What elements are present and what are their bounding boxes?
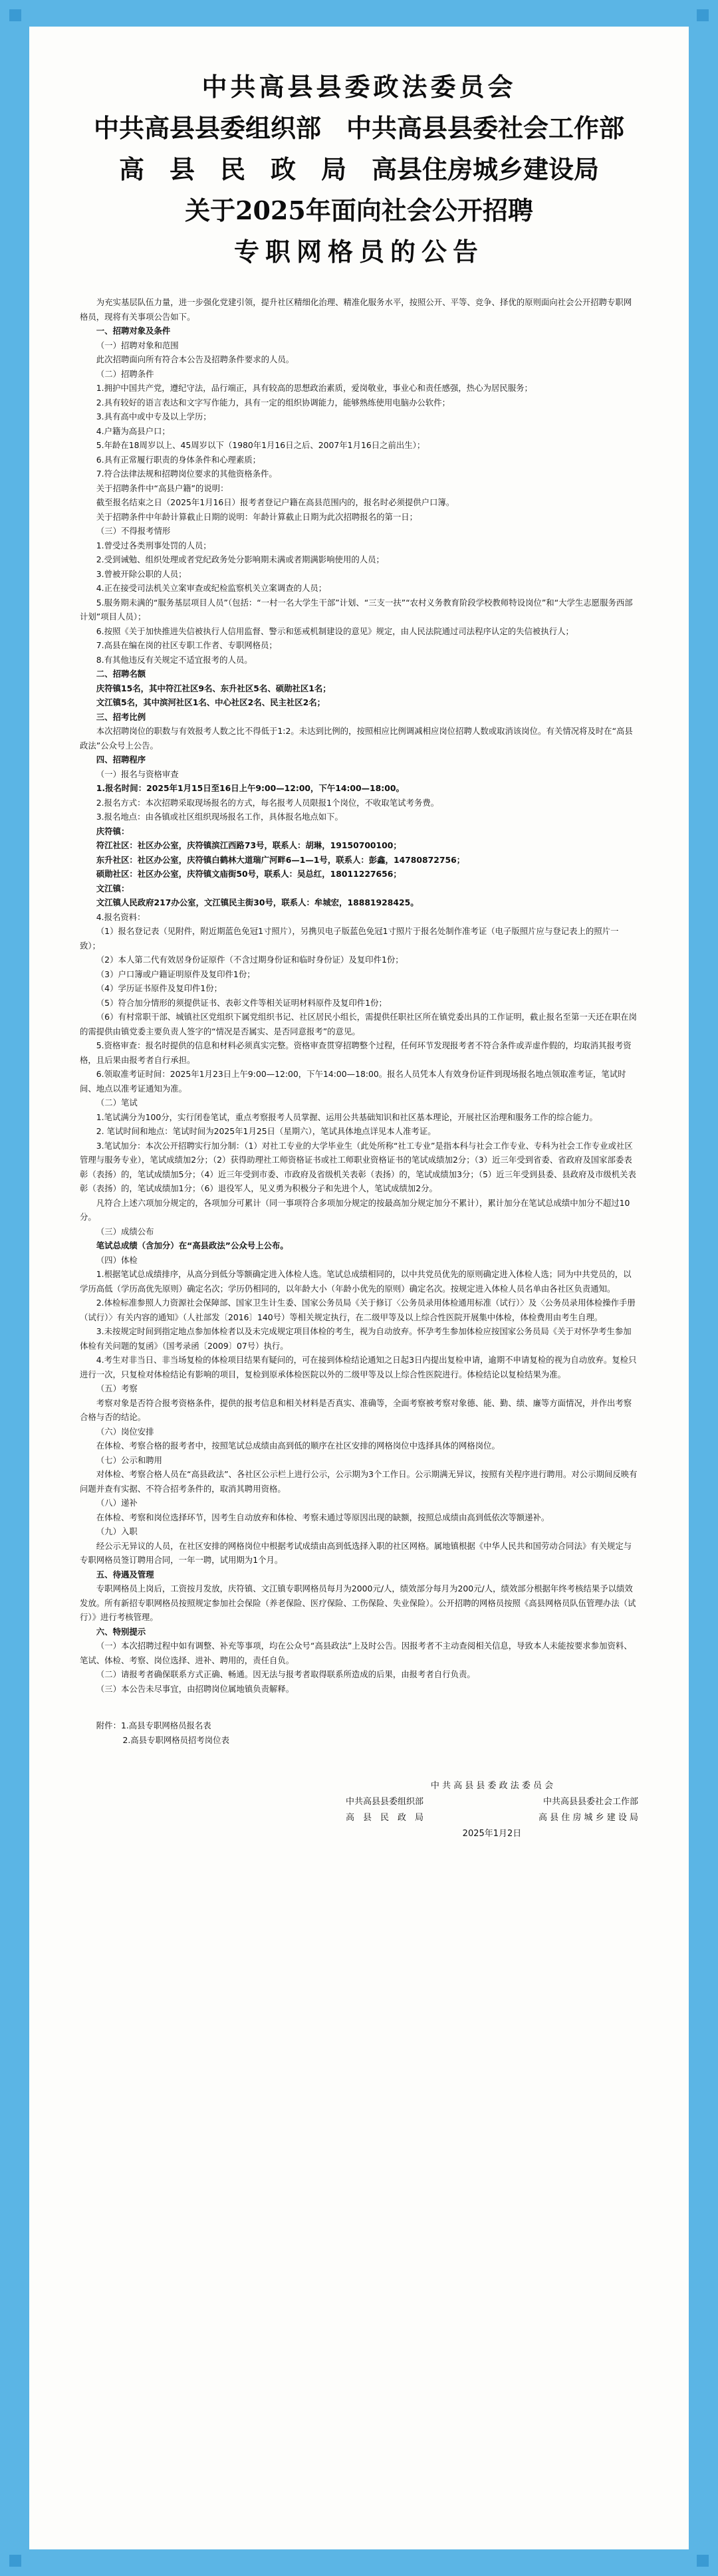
signature-date: 2025年1月2日	[462, 1829, 522, 1839]
title-line: 关于2025年面向社会公开招聘	[185, 195, 533, 225]
paragraph: 专职网格员上岗后，工资按月发放，庆符镇、文江镇专职网格员每月为2000元/人，绩效部分每月为200元/人，绩效部分根据年终考核结果予以绩效发放。所有新招专职网格员按照规定参加社会保险（养老保险、医疗保险、工伤保险、失业保险）。公开招聘的网格员按照《高县网格员队伍管理办法（试行）》进行考核管理。	[80, 1583, 636, 1622]
paragraph: 本次招聘岗位的职数与有效报考人数之比不得低于1:2。未达到比例的，按照相应比例调减相应岗位招聘人数或取消该岗位。有关情况将及时在“高县政法”公众号上公告。	[80, 726, 633, 751]
paragraph: 5.服务期未满的“服务基层项目人员”（包括：“一村一名大学生干部”计划、“三支一扶”“农村义务教育阶段学校教师特设岗位”和“大学生志愿服务西部计划”项目人员）；	[80, 597, 633, 622]
paragraph: 3.未按规定时间到指定地点参加体检者以及未完成规定项目体检的考生，视为自动放弃。怀孕考生参加体检应按国家公务员局《关于对怀孕考生参加体检有关问题的复函》（国考录函〔2009〕07号）执行。	[80, 1326, 632, 1351]
paragraph: 5.年龄在18周岁以上、45周岁以下（1980年1月16日之后、2007年1月16日之前出生）；	[96, 440, 425, 450]
paragraph: 4.报名资料：	[96, 911, 146, 922]
title-line: 中共高县县委组织部 中共高县县委社会工作部	[93, 113, 624, 143]
paragraph: 5.资格审查：报名时提供的信息和材料必须真实完整。资格审查贯穿招聘整个过程，任何环节发现报考者不符合条件或弄虚作假的，均取消其报考资格，且后果由报考者自行承担。	[80, 1040, 632, 1065]
paragraph: 四、招聘程序	[96, 755, 146, 764]
paragraph: （三）本公告未尽事宜，由招聘岗位属地镇负责解释。	[96, 1683, 295, 1694]
paragraph: （四）体检	[96, 1254, 138, 1265]
paragraph: 7.高县在编在岗的社区专职工作者、专职网格员；	[96, 640, 277, 650]
paragraph: （八）递补	[96, 1498, 138, 1508]
title-line: 专职网格员的公告	[233, 237, 484, 267]
paragraph: 二、招聘名额	[96, 669, 146, 679]
paragraph: 4.正在接受司法机关立案审查或纪检监察机关立案调查的人员；	[96, 583, 327, 593]
signature-org: 高 县 民 政 局	[346, 1813, 424, 1823]
paragraph: 六、特别提示	[96, 1626, 146, 1637]
paragraph: 4.考生对非当日、非当场复检的体检项目结果有疑问的，可在接到体检结论通知之日起3日内提出复检申请，逾期不申请复检的视为自动放弃。复检只进行一次，只复检对体检结论有影响的项目，复检到原承体检医院以外的二级甲等及以上综合性医院进行。体检结论以复检结果为准。	[80, 1355, 637, 1379]
paragraph: （3）户口簿或户籍证明原件及复印件1份；	[96, 969, 255, 979]
paragraph: 符江社区：社区办公室，庆符镇滨江西路73号，联系人：胡琳，19150700100；	[96, 840, 402, 850]
paragraph: 笔试总成绩（含加分）在“高县政法”公众号上公布。	[96, 1240, 289, 1250]
paragraph: 1.根据笔试总成绩排序，从高分到低分等额确定进入体检人选。笔试总成绩相同的，以中共党员优先的原则确定进入体检人选；同为中共党员的，以学历高低（学历高优先原则）确定名次；学历仍相同的，以年龄大小（年龄小优先的原则）确定名次。按规定进入体检人员名单由各社区负责通知。	[80, 1269, 632, 1294]
paragraph: 3.曾被开除公职的人员；	[96, 568, 187, 579]
paragraph: 截至报名结束之日（2025年1月16日）报考者登记户籍在高县范围内的，报名时必须提供户口簿。	[96, 497, 455, 507]
paragraph: 6.具有正常履行职责的身体条件和心理素质；	[96, 454, 261, 465]
paragraph: 8.有其他违反有关规定不适宜报考的人员。	[96, 654, 253, 665]
paragraph: 东升社区：社区办公室，庆符镇白鹤林大道瑞广河畔6—1—1号，联系人：彭鑫，14780872756；	[96, 854, 465, 865]
title-block	[80, 66, 638, 273]
corner-decoration	[697, 2555, 709, 2567]
paragraph: 2.受到诫勉、组织处理或者党纪政务处分影响期未满或者期满影响使用的人员；	[96, 554, 384, 564]
paragraph: 凡符合上述六项加分规定的，各项加分可累计（同一事项符合多项加分规定的按最高加分规定加分不累计），累计加分在笔试总成绩中加分不超过10分。	[80, 1197, 630, 1222]
signature-org: 中共高县县委社会工作部	[542, 1797, 638, 1807]
paragraph: 对体检、考察合格人员在“高县政法”、各社区公示栏上进行公示，公示期为3个工作日。公示期满无异议，按照有关程序进行聘用。对公示期间反映有问题并查有实据、不符合招考条件的，取消其聘用资格。	[80, 1469, 638, 1494]
paragraph: 硕勋社区：社区办公室，庆符镇文庙街50号，联系人：吴总红，18011227656；	[96, 869, 402, 879]
paragraph: （三）不得报考情形	[96, 526, 171, 536]
paragraph: 在体检、考察合格的报考者中，按照笔试总成绩由高到低的顺序在社区安排的网格岗位中选择具体的网格岗位。	[96, 1441, 500, 1451]
paragraph: 6.领取准考证时间：2025年1月23日上午9:00—12:00，下午14:00—18:00。报名人员凭本人有效身份证件到现场报名地点领取准考证，笔试时间、地点以准考证通知为准。	[80, 1069, 626, 1094]
paragraph: 4.户籍为高县户口；	[96, 425, 170, 436]
signature-block	[80, 1778, 638, 1842]
paragraph: （六）岗位安排	[96, 1426, 154, 1437]
paragraph: 文江镇5名，其中滨河社区1名、中心社区2名、民主社区2名；	[96, 697, 326, 707]
corner-decoration	[697, 9, 709, 21]
paragraph: 2.报名方式：本次招聘采取现场报名的方式，每名报考人员限报1个岗位，不收取笔试考务费。	[96, 797, 439, 808]
paragraph: 1.笔试满分为100分，实行闭卷笔试，重点考察报考人员掌握、运用公共基础知识和社区基本理论，开展社区治理和服务工作的综合能力。	[96, 1112, 598, 1122]
paragraph: （2）本人第二代有效居身份证原件（不含过期身份证和临时身份证）及复印件1份；	[96, 955, 404, 965]
paragraph: 考察对象是否符合报考资格条件，提供的报考信息和相关材料是否真实、准确等，全面考察被考察对象德、能、勤、绩、廉等方面情况，并作出考察合格与否的结论。	[80, 1397, 632, 1422]
attachments	[80, 1718, 638, 1748]
paragraph: （5）符合加分情形的须提供证书、表彰文件等相关证明材料原件及复印件1份；	[96, 997, 387, 1008]
corner-decoration	[9, 9, 21, 21]
paragraph: 1.拥护中国共产党，遵纪守法，品行端正，具有较高的思想政治素质，爱岗敬业，事业心和责任感强，热心为居民服务；	[96, 383, 533, 393]
paragraph: 7.符合法律法规和招聘岗位要求的其他资格条件。	[96, 469, 277, 479]
paragraph: （七）公示和聘用	[96, 1455, 162, 1465]
paragraph: 2.具有较好的语言表达和文字写作能力，具有一定的组织协调能力，能够熟练使用电脑办公软件；	[96, 397, 451, 408]
title-line: 中共高县县委政法委员会	[201, 72, 517, 102]
signature-org: 高 县 住 房 城 乡 建 设 局	[538, 1813, 638, 1823]
paragraph: （一）招聘对象和范围	[96, 340, 179, 350]
paragraph: （1）报名登记表（见附件，附近期蓝色免冠1寸照片），另携贝电子版蓝色免冠1寸照片于报名处制作准考证（电子版照片应与登记表上的照片一致）；	[80, 926, 619, 951]
paragraph: 一、招聘对象及条件	[96, 326, 171, 336]
paragraph: （二）请报考者确保联系方式正确、畅通。因无法与报考者取得联系所造成的后果，由报考者自行负责。	[96, 1669, 475, 1679]
paragraph: 3.具有高中或中专及以上学历；	[96, 411, 211, 421]
paragraph: 经公示无异议的人员，在社区安排的网格岗位中根据考试成绩由高到低选择入职的社区网格。属地镇根据《中华人民共和国劳动合同法》有关规定与专职网格员签订聘用合同，一年一聘，试用期为1个月。	[80, 1540, 632, 1565]
announcement-body	[80, 295, 638, 1696]
paragraph: 在体检、考察和岗位选择环节，因考生自动放弃和体检、考察未通过等原因出现的缺额，按照总成绩由高到低依次等额递补。	[96, 1512, 550, 1522]
paragraph: （五）考察	[96, 1383, 138, 1393]
signature-org: 中 共 高 县 县 委 政 法 委 员 会	[430, 1781, 554, 1791]
paragraph: （三）成绩公布	[96, 1226, 154, 1236]
paragraph: （二）招聘条件	[96, 368, 154, 379]
paragraph: 三、招考比例	[96, 711, 146, 722]
paragraph: 6.按照《关于加快推进失信被执行人信用监督、警示和惩戒机制建设的意见》规定，由人民法院通过司法程序认定的失信被执行人；	[96, 626, 574, 636]
paragraph: 文江镇人民政府217办公室，文江镇民主街30号，联系人：牟城宏，18881928425。	[96, 897, 419, 907]
paragraph: 此次招聘面向所有符合本公告及招聘条件要求的人员。	[96, 354, 295, 364]
paragraph: （6）有村常职干部、城镇社区党组织下属党组织书记、社区居民小组长，需提供任职社区所在镇党委出具的工作证明，截止报名至第一天还在职在岗的需提供由镇党委主要负责人签字的“情况是否属实、是否同意报考”的意见。	[80, 1012, 638, 1036]
paragraph: 关于招聘条件中“高县户籍”的说明：	[96, 483, 229, 493]
paragraph: 3.笔试加分：本次公开招聘实行加分制：（1）对社工专业的大学毕业生（此处所称“社工专业”是指本科与社会工作专业、专科为社会工作专业或社区管理与服务专业），笔试成绩加2分；（2）获得助理社工师资格证书或社工师职业资格证书的笔试成绩加2分；（3）近三年受到省委、省政府及国家部委表彰（表扬）的，笔试成绩加5分；（4）近三年受到市委、市政府及省级机关表彰（表扬）的，笔试成绩加3分；（5）近三年受到县委、县政府及市级机关表彰（表扬）的，笔试成绩加1分；（6）退役军人，见义勇为积极分子和先进个人，笔试成绩加2分。	[80, 1140, 636, 1193]
paragraph: （一）本次招聘过程中如有调整、补充等事项，均在公众号“高县政法”上及时公告。因报考者不主动查阅相关信息，导致本人未能按要求参加资料、笔试、体检、考察、岗位选择、进补、聘用的，责任自负。	[80, 1641, 632, 1665]
title-line: 高 县 民 政 局 高县住房城乡建设局	[118, 154, 599, 184]
corner-decoration	[9, 2555, 21, 2567]
paragraph: 庆符镇：	[96, 826, 130, 836]
paragraph: （4）学历证书原件及复印件1份；	[96, 983, 223, 993]
attachment-line: 2.高县专职网格员招考岗位表	[122, 1735, 229, 1745]
attachment-line: 附件：1.高县专职网格员报名表	[96, 1720, 211, 1730]
paragraph: 文江镇：	[96, 883, 130, 893]
paragraph: （九）入职	[96, 1526, 138, 1536]
paragraph: 2.体检标准参照人力资源社会保障部、国家卫生计生委、国家公务员局《关于修订〈公务员录用体检通用标准（试行）〉及〈公务员录用体检操作手册（试行）〉有关内容的通知》（人社部发〔2016〕140号）等相关规定执行，在二级甲等及以上综合性医院开展集中体检，体检费用由考生自理。	[80, 1298, 636, 1322]
signature-org: 中共高县县委组织部	[346, 1797, 424, 1807]
paragraph: 为充实基层队伍力量，进一步强化党建引领，提升社区精细化治理、精准化服务水平，按照公开、平等、竞争、择优的原则面向社会公开招聘专职网格员，现将有关事项公告如下。	[80, 297, 632, 322]
paragraph: 庆符镇15名，其中符江社区9名、东升社区5名、硕勋社区1名；	[96, 683, 331, 693]
document-page	[29, 27, 689, 2549]
paragraph: 3.报名地点：由各镇或社区组织现场报名工作，具体报名地点如下。	[96, 812, 343, 822]
paragraph: 2. 笔试时间和地点：笔试时间为2025年1月25日（星期六），笔试具体地点详见本人准考证。	[96, 1126, 436, 1136]
paragraph: （二）笔试	[96, 1098, 138, 1108]
paragraph: 1.报名时间：2025年1月15日至16日上午9:00—12:00，下午14:00—18:00。	[96, 783, 404, 793]
paragraph: 五、待遇及管理	[96, 1569, 154, 1580]
paragraph: 1.曾受过各类刑事处罚的人员；	[96, 540, 211, 550]
paragraph: （一）报名与资格审查	[96, 768, 179, 779]
paragraph: 关于招聘条件中年龄计算截止日期的说明：年龄计算截止日期为此次招聘报名的第一日；	[96, 511, 418, 522]
